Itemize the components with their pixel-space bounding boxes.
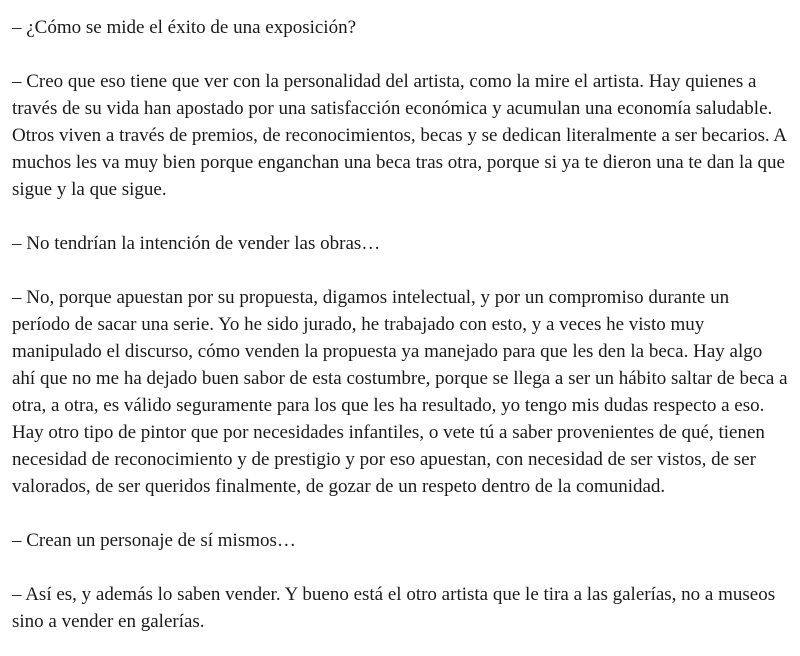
interview-answer: – No, porque apuestan por su propuesta, digamos intelectual, y por un compromiso durante un período de sacar una serie. Yo he sido jurado, he trabajado con esto, y a veces he visto muy manipulado el discurso, cómo venden la propuesta ya manejado para que les den la beca. Hay algo ahí que no me ha dejado buen sabor de esta costumbre, porque se llega a ser un hábito saltar de beca a otra, a otra, es válido seguramente para los que les ha resultado, yo tengo mis dudas respecto a eso. Hay otro tipo de pintor que por necesidades infantiles, o vete tú a saber provenientes de qué, tienen necesidad de reconocimiento y de prestigio y por eso apuestan, con necesidad de ser vistos, de ser valorados, de ser queridos finalmente, de gozar de un respeto dentro de la comunidad. bbox=[12, 287, 788, 497]
interview-answer: – Así es, y además lo saben vender. Y bueno está el otro artista que le tira a las galerías, no a museos sino a vender en galerías. bbox=[12, 584, 776, 632]
interview-answer: – Creo que eso tiene que ver con la personalidad del artista, como la mire el artista. Hay quienes a través de su vida han apostado por una satisfacción económica y acumulan una economía saludable. Otros viven a través de premios, de reconocimientos, becas y se dedican literalmente a ser becarios. A muchos les va muy bien porque enganchan una beca tras otra, porque si ya te dieron una te dan la que sigue y la que sigue. bbox=[12, 71, 786, 200]
interview-question: – Crean un personaje de sí mismos… bbox=[12, 530, 296, 551]
interview-question: – No tendrían la intención de vender las obras… bbox=[12, 233, 381, 254]
interview-question: – ¿Cómo se mide el éxito de una exposición? bbox=[12, 17, 357, 38]
